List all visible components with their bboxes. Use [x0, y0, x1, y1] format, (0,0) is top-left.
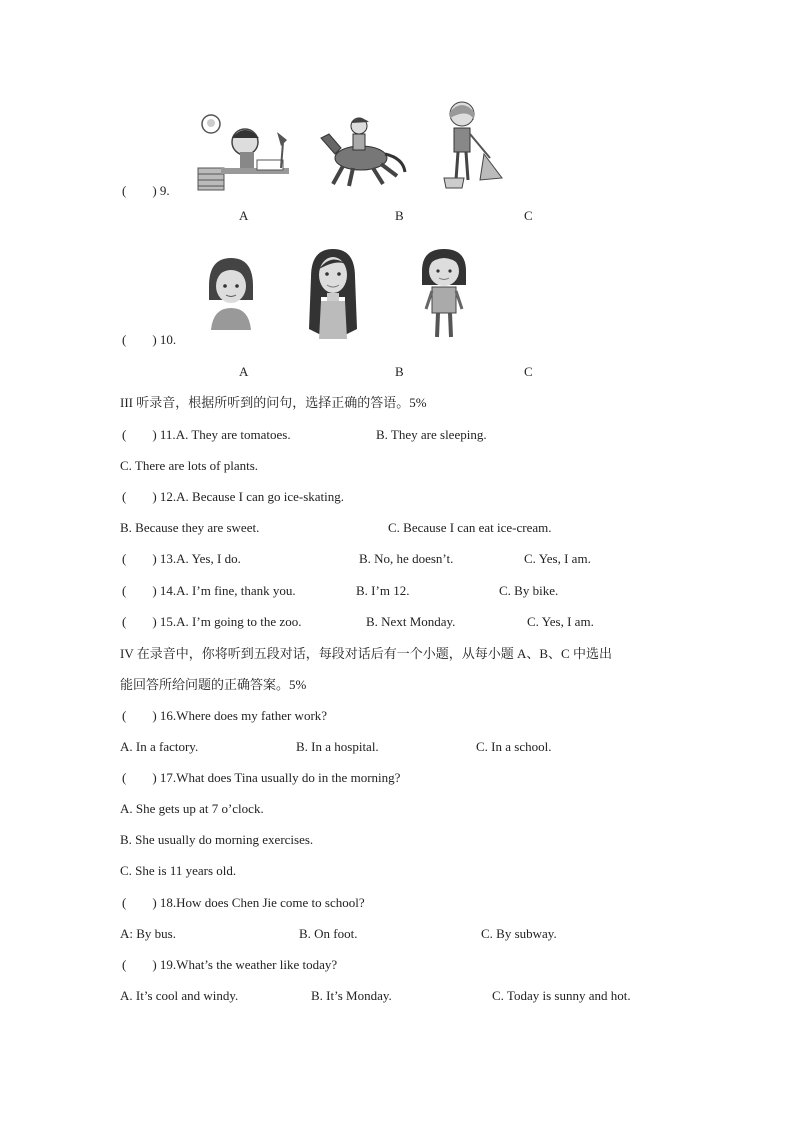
option-c: C. In a school. [476, 739, 552, 754]
q13-line [122, 551, 241, 567]
long-hair-woman-icon [305, 247, 361, 339]
option-label-c: C [524, 364, 533, 379]
option-label-a: A [239, 364, 249, 379]
option-c: C. She is 11 years old. [120, 863, 237, 878]
question-text: How does Chen Jie come to school? [176, 895, 365, 910]
q9-prompt [122, 183, 170, 199]
question-prefix[interactable]: ( ) 13. [122, 551, 177, 566]
question-text: Where does my father work? [176, 708, 328, 723]
option-label-b: B [395, 208, 404, 223]
option-a: A. I’m fine, thank you. [176, 583, 296, 598]
option-a: A. Because I can go ice-skating. [176, 489, 345, 504]
question-text: What’s the weather like today? [176, 957, 338, 972]
option-a: A. In a factory. [120, 739, 199, 754]
question-prefix[interactable]: ( ) 12. [122, 489, 177, 504]
option-a: A. Yes, I do. [176, 551, 241, 566]
section-4-heading: IV 在录音中，你将听到五段对话，每段对话后有一个小题，从每小题 A、B、C 中选出 [120, 646, 612, 661]
q18-line [122, 895, 365, 911]
option-c: C. By bike. [499, 583, 559, 598]
option-b: B. Because they are sweet. [120, 520, 260, 535]
option-c: C. Because I can eat ice-cream. [388, 520, 552, 535]
section-4-heading-cont: 能回答所给问题的正确答案。5% [120, 677, 307, 692]
option-label-b: B [395, 364, 404, 379]
q10-prompt [122, 332, 176, 348]
girl-standing-icon [418, 247, 470, 341]
option-b: B. They are sleeping. [376, 427, 487, 442]
question-prefix[interactable]: ( ) 11. [122, 427, 176, 442]
short-hair-girl-icon [205, 256, 257, 330]
q19-line [122, 957, 337, 973]
option-c: C. Yes, I am. [527, 614, 594, 629]
boy-studying-icon [193, 112, 293, 194]
option-b: B. Next Monday. [366, 614, 456, 629]
option-c: C. By subway. [481, 926, 557, 941]
question-prefix[interactable]: ( ) 15. [122, 614, 177, 629]
option-label-a: A [239, 208, 249, 223]
girl-riding-horse-icon [313, 114, 409, 188]
option-b: B. It’s Monday. [311, 988, 392, 1003]
question-prefix[interactable]: ( ) 16. [122, 708, 177, 723]
q15-line [122, 614, 301, 630]
option-b: B. She usually do morning exercises. [120, 832, 314, 847]
option-a: A: By bus. [120, 926, 176, 941]
question-prefix[interactable]: ( ) 14. [122, 583, 177, 598]
question-prefix[interactable]: ( ) 19. [122, 957, 177, 972]
option-b: B. I’m 12. [356, 583, 410, 598]
question-prefix[interactable]: ( ) 18. [122, 895, 177, 910]
q16-line [122, 708, 327, 724]
option-b: B. No, he doesn’t. [359, 551, 454, 566]
girl-sweeping-icon [440, 98, 508, 190]
answer-bracket[interactable]: ( ) [122, 332, 157, 347]
answer-bracket[interactable]: ( ) [122, 183, 157, 198]
q17-line [122, 770, 400, 786]
option-label-c: C [524, 208, 533, 223]
option-b: B. In a hospital. [296, 739, 379, 754]
option-c: C. Today is sunny and hot. [492, 988, 631, 1003]
option-a: A. It’s cool and windy. [120, 988, 239, 1003]
section-3-heading: III 听录音，根据所听到的问句，选择正确的答语。5% [120, 395, 427, 410]
question-text: What does Tina usually do in the morning? [176, 770, 401, 785]
q11-line [122, 427, 291, 443]
option-b: B. On foot. [299, 926, 358, 941]
question-number: 10. [159, 332, 177, 347]
q14-line [122, 583, 296, 599]
question-number: 9. [159, 183, 170, 198]
option-c: C. There are lots of plants. [120, 458, 259, 473]
option-a: A. I’m going to the zoo. [176, 614, 302, 629]
q12-line [122, 489, 344, 505]
option-a: A. They are tomatoes. [175, 427, 291, 442]
option-c: C. Yes, I am. [524, 551, 591, 566]
option-a: A. She gets up at 7 o’clock. [120, 801, 264, 816]
question-prefix[interactable]: ( ) 17. [122, 770, 177, 785]
